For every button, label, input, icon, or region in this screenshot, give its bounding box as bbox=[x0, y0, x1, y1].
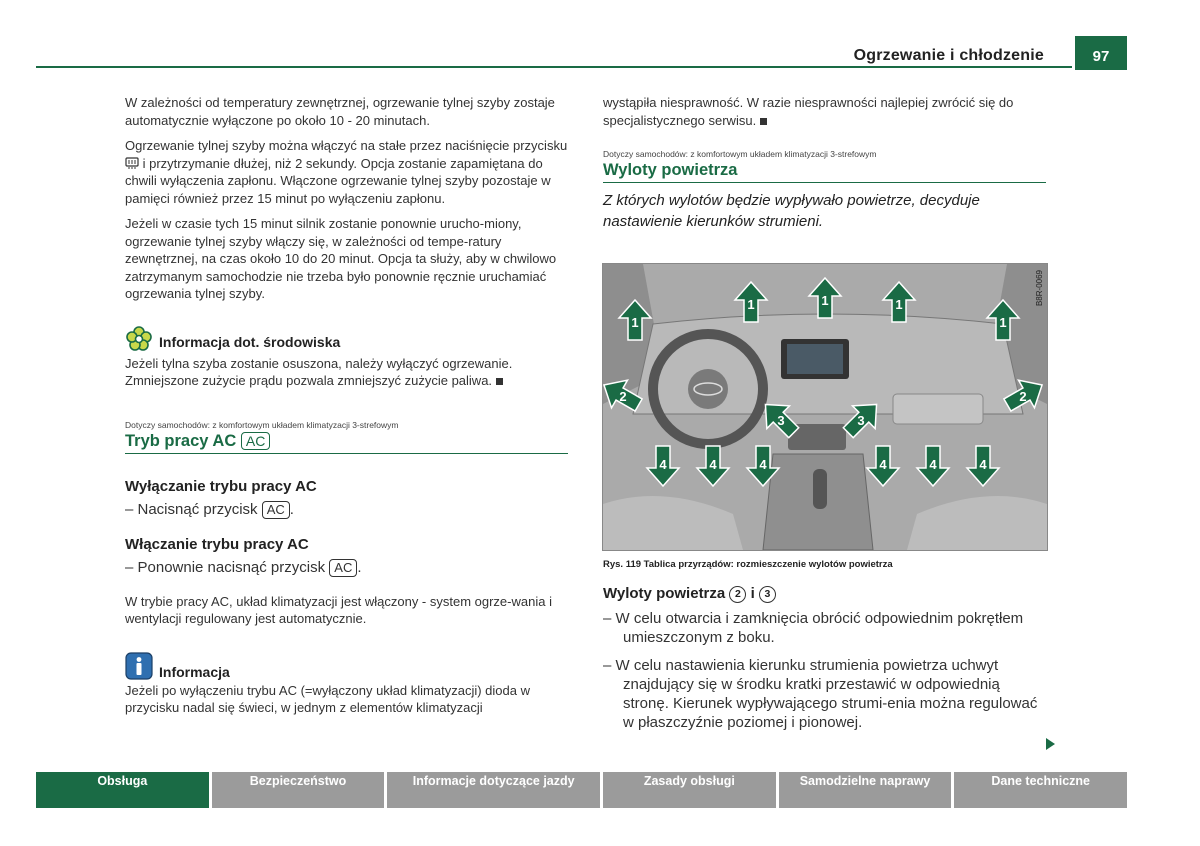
vent-number-label: 1 bbox=[747, 297, 755, 312]
instruction-step: – W celu nastawienia kierunku strumienia powietrza uchwyt znajdujący się w środku kratki przestawić w odpowiednią stronę. Kierunek wypływającego strumi-enia można regulować w płaszczyźnie poziomej i pionowej. bbox=[603, 657, 1038, 731]
ac-key: AC bbox=[262, 501, 290, 519]
applicability-note: Dotyczy samochodów: z komfortowym układem klimatyzacji 3-strefowym bbox=[125, 419, 399, 430]
step-text: – Ponownie nacisnąć przycisk bbox=[125, 558, 326, 576]
vent-number-label: 1 bbox=[821, 293, 829, 308]
paragraph bbox=[603, 94, 1046, 129]
header-rule bbox=[36, 66, 1072, 68]
vent-number-badge: 2 bbox=[729, 586, 746, 603]
footer-tabs bbox=[36, 772, 1127, 808]
instruction-step: – W celu otwarcia i zamknięcia obrócić odpowiednim pokrętłem umieszczonym z boku. bbox=[603, 610, 1024, 646]
section-title-vents: Wyloty powietrza bbox=[603, 161, 1046, 183]
info-icon bbox=[125, 652, 153, 680]
tab-zasady-obslugi[interactable]: Zasady obsługi bbox=[603, 772, 776, 808]
vent-number-label: 4 bbox=[879, 457, 887, 472]
info-text: Jeżeli po wyłączeniu trybu AC (=wyłączony układ klimatyzacji) dioda w przycisku nadal się świeci, w jednym z elementów klimatyzacji bbox=[125, 682, 530, 715]
vent-number-label: 1 bbox=[631, 315, 639, 330]
tab-obsluga[interactable]: Obsługa bbox=[36, 772, 209, 808]
rear-defrost-icon bbox=[125, 157, 139, 169]
info-note bbox=[125, 652, 568, 717]
vent-number-badge: 3 bbox=[759, 586, 776, 603]
vents-subheading bbox=[603, 585, 1046, 603]
page-title: Ogrzewanie i chłodzenie bbox=[853, 47, 1044, 64]
left-column bbox=[125, 94, 568, 725]
vent-number-label: 1 bbox=[999, 315, 1007, 330]
end-mark bbox=[760, 118, 767, 125]
vent-number-label: 3 bbox=[857, 413, 865, 428]
vent-number-label: 1 bbox=[895, 297, 903, 312]
ac-on-heading: Włączanie trybu pracy AC bbox=[125, 535, 309, 553]
vent-number-label: 4 bbox=[929, 457, 937, 472]
vents-instructions bbox=[603, 585, 1046, 732]
section-title-text: Tryb pracy AC bbox=[125, 431, 237, 450]
ac-key: AC bbox=[329, 559, 357, 577]
paragraph: W zależności od temperatury zewnętrznej, ogrzewanie tylnej szyby zostaje automatycznie wyłączone po około 10 - 20 minutach. bbox=[125, 95, 555, 128]
paragraph bbox=[125, 137, 568, 207]
end-mark bbox=[496, 378, 503, 385]
environment-title: Informacja dot. środowiska bbox=[159, 333, 341, 350]
vent-number-label: 4 bbox=[709, 457, 717, 472]
info-title: Informacja bbox=[159, 663, 230, 680]
vent-number-label: 2 bbox=[619, 389, 627, 404]
right-column bbox=[603, 94, 1046, 232]
section-title-ac bbox=[125, 432, 568, 454]
vent-number-label: 2 bbox=[1019, 389, 1027, 404]
page-number: 97 bbox=[1075, 36, 1127, 70]
environment-note bbox=[125, 325, 568, 390]
tab-dane-techniczne[interactable]: Dane techniczne bbox=[954, 772, 1127, 808]
subheading-and: i bbox=[750, 585, 755, 602]
tab-samodzielne-naprawy[interactable]: Samodzielne naprawy bbox=[779, 772, 952, 808]
flower-icon bbox=[125, 325, 153, 353]
vent-number-label: 4 bbox=[759, 457, 767, 472]
ac-on-step: – Ponownie nacisnąć przycisk AC . bbox=[125, 558, 362, 576]
tab-informacje-jazdy[interactable]: Informacje dotyczące jazdy bbox=[387, 772, 600, 808]
next-page-arrow-icon[interactable] bbox=[1046, 738, 1055, 750]
figure-caption: Rys. 119 Tablica przyrządów: rozmieszczenie wylotów powietrza bbox=[603, 559, 893, 570]
ac-off-heading: Wyłączanie trybu pracy AC bbox=[125, 477, 317, 495]
applicability-note: Dotyczy samochodów: z komfortowym układem klimatyzacji 3-strefowym bbox=[603, 149, 877, 159]
ac-off-step: – Nacisnąć przycisk AC . bbox=[125, 500, 294, 518]
paragraph-text: wystąpiła niesprawność. W razie niesprawności najlepiej zwrócić się do specjalistycznego serwisu. bbox=[603, 95, 1014, 128]
ac-key: AC bbox=[241, 432, 270, 450]
dashboard-figure bbox=[602, 263, 1048, 551]
section-intro: Z których wylotów będzie wypływało powietrze, decyduje nastawienie kierunków strumieni. bbox=[603, 192, 980, 230]
vent-arrows bbox=[603, 264, 1047, 550]
paragraph: W trybie pracy AC, układ klimatyzacji jest włączony - system ogrze-wania i wentylacji regulowany jest automatycznie. bbox=[125, 593, 552, 626]
step-text: – Nacisnąć przycisk bbox=[125, 500, 258, 518]
vent-number-label: 3 bbox=[777, 413, 785, 428]
environment-text bbox=[125, 355, 568, 390]
tab-bezpieczenstwo[interactable]: Bezpieczeństwo bbox=[212, 772, 385, 808]
environment-text-body: Jeżeli tylna szyba zostanie osuszona, należy wyłączyć ogrzewanie. Zmniejszone zużycie prądu pozwala zmniejszyć zużycie paliwa. bbox=[125, 355, 513, 388]
vent-number-label: 4 bbox=[659, 457, 667, 472]
paragraph-part: Ogrzewanie tylnej szyby można włączyć na stałe przez naciśnięcie przycisku bbox=[125, 138, 568, 153]
subheading-text: Wyloty powietrza bbox=[603, 585, 726, 602]
paragraph: Jeżeli w czasie tych 15 minut silnik zostanie ponownie urucho-miony, ogrzewanie tylnej szyby włączy się, w zależności od tempe-ratury zewnętrznej, na czas około 10 do 20 minut. Opcja ta służy, aby w chwilowo zatrzymanym samochodzie nie trzeba było ponownie ręcznie uruchamiać ogrzewania tylnej szyby. bbox=[125, 216, 557, 301]
vent-number-label: 4 bbox=[979, 457, 987, 472]
paragraph-part: i przytrzymanie dłużej, niż 2 sekundy. Opcja zostanie zapamiętana do chwili wyłączenia zapłonu. Włączone ogrzewanie tylnej szyby pozostaje w pamięci również przez 15 minut po wyłączeniu zapłonu. bbox=[125, 155, 551, 206]
fig-code: B8R-0069 bbox=[1035, 270, 1044, 307]
